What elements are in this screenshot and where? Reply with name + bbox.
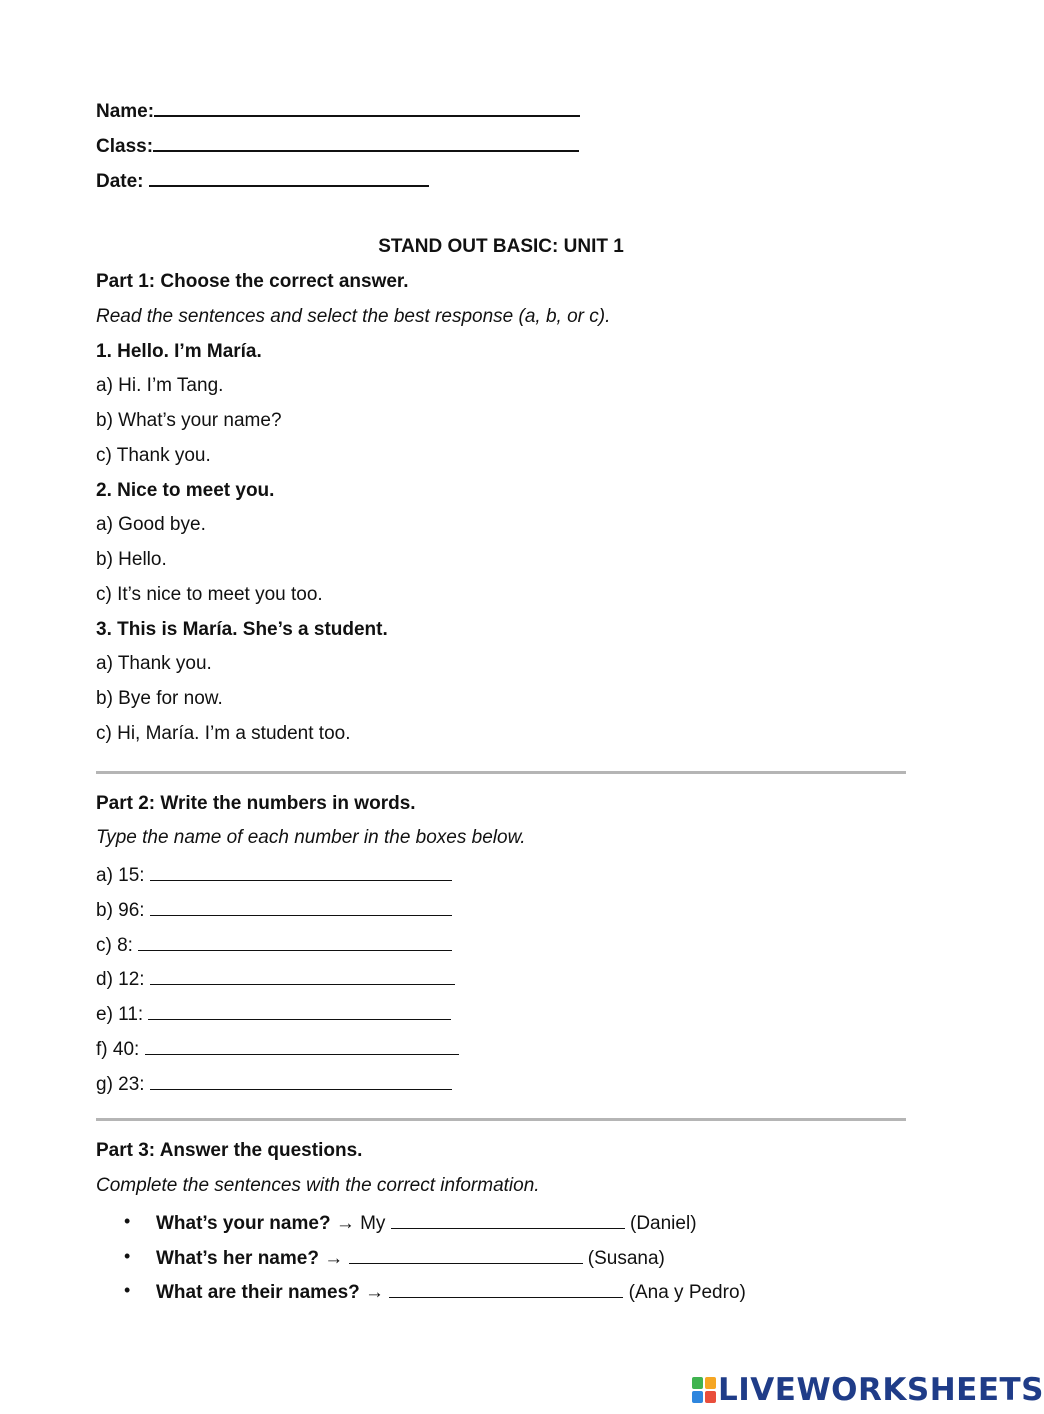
logo-square — [692, 1391, 703, 1403]
class-blank[interactable] — [153, 131, 579, 152]
answer-blank[interactable] — [389, 1278, 623, 1298]
number-label: b) 96: — [96, 900, 145, 921]
number-item — [96, 931, 452, 958]
number-item — [96, 1035, 459, 1062]
number-item — [96, 965, 455, 992]
answer-option[interactable]: a) Good bye. — [96, 514, 206, 535]
part3-instruction: Complete the sentences with the correct information. — [96, 1175, 540, 1196]
bullet-dot: • — [124, 1280, 131, 1300]
number-answer-blank[interactable] — [150, 965, 455, 985]
part3-heading: Part 3: Answer the questions. — [96, 1140, 363, 1161]
question-line — [156, 1209, 697, 1236]
number-label: e) 11: — [96, 1004, 144, 1025]
number-item — [96, 896, 452, 923]
answer-option[interactable]: b) Hello. — [96, 549, 167, 570]
answer-option[interactable]: b) What’s your name? — [96, 410, 282, 431]
number-item — [96, 1000, 451, 1027]
answer-hint: (Ana y Pedro) — [628, 1282, 746, 1303]
question-text: What’s her name? → — [156, 1248, 344, 1269]
question-line — [156, 1244, 665, 1271]
logo-square — [705, 1391, 716, 1403]
number-answer-blank[interactable] — [150, 1070, 452, 1090]
section-divider — [96, 1118, 906, 1121]
number-item — [96, 861, 452, 888]
part1-instruction: Read the sentences and select the best response (a, b, or c). — [96, 306, 611, 327]
name-field[interactable] — [96, 96, 580, 124]
number-answer-blank[interactable] — [150, 896, 452, 916]
bullet-dot: • — [124, 1246, 131, 1266]
number-label: a) 15: — [96, 865, 145, 886]
answer-hint: (Susana) — [587, 1248, 665, 1269]
question-prompt: 1. Hello. I’m María. — [96, 341, 262, 362]
date-field[interactable] — [96, 166, 429, 194]
class-field[interactable] — [96, 131, 579, 159]
answer-blank[interactable] — [391, 1209, 625, 1229]
number-answer-blank[interactable] — [138, 931, 452, 951]
answer-blank[interactable] — [349, 1244, 583, 1264]
answer-option[interactable]: b) Bye for now. — [96, 688, 223, 709]
number-label: c) 8: — [96, 935, 133, 956]
answer-hint: (Daniel) — [630, 1213, 697, 1234]
answer-option[interactable]: a) Hi. I’m Tang. — [96, 375, 224, 396]
number-item — [96, 1070, 452, 1097]
logo-squares-icon — [692, 1377, 716, 1403]
section-divider — [96, 771, 906, 774]
question-text: What are their names? → — [156, 1282, 385, 1303]
logo-square — [692, 1377, 703, 1389]
class-label: Class: — [96, 136, 154, 157]
bullet-dot: • — [124, 1211, 131, 1231]
logo-text: LIVEWORKSHEETS — [718, 1372, 1044, 1408]
number-label: g) 23: — [96, 1074, 145, 1095]
answer-option[interactable]: c) Thank you. — [96, 445, 211, 466]
part2-heading: Part 2: Write the numbers in words. — [96, 793, 416, 814]
answer-prefix: My — [360, 1213, 386, 1234]
number-label: d) 12: — [96, 969, 145, 990]
answer-option[interactable]: a) Thank you. — [96, 653, 212, 674]
date-blank[interactable] — [149, 166, 429, 187]
number-answer-blank[interactable] — [148, 1000, 451, 1020]
answer-option[interactable]: c) It’s nice to meet you too. — [96, 584, 323, 605]
question-prompt: 2. Nice to meet you. — [96, 480, 275, 501]
page-title: STAND OUT BASIC: UNIT 1 — [378, 236, 624, 257]
question-prompt: 3. This is María. She’s a student. — [96, 619, 388, 640]
name-label: Name: — [96, 101, 155, 122]
answer-option[interactable]: c) Hi, María. I’m a student too. — [96, 723, 351, 744]
part1-heading: Part 1: Choose the correct answer. — [96, 271, 409, 292]
liveworksheets-logo — [692, 1374, 1044, 1406]
part2-instruction: Type the name of each number in the boxes below. — [96, 827, 526, 848]
number-answer-blank[interactable] — [145, 1035, 459, 1055]
number-answer-blank[interactable] — [150, 861, 452, 881]
name-blank[interactable] — [154, 96, 580, 117]
question-text: What’s your name? → — [156, 1213, 355, 1234]
question-line — [156, 1278, 746, 1305]
number-label: f) 40: — [96, 1039, 140, 1060]
logo-square — [705, 1377, 716, 1389]
date-label: Date: — [96, 171, 144, 192]
